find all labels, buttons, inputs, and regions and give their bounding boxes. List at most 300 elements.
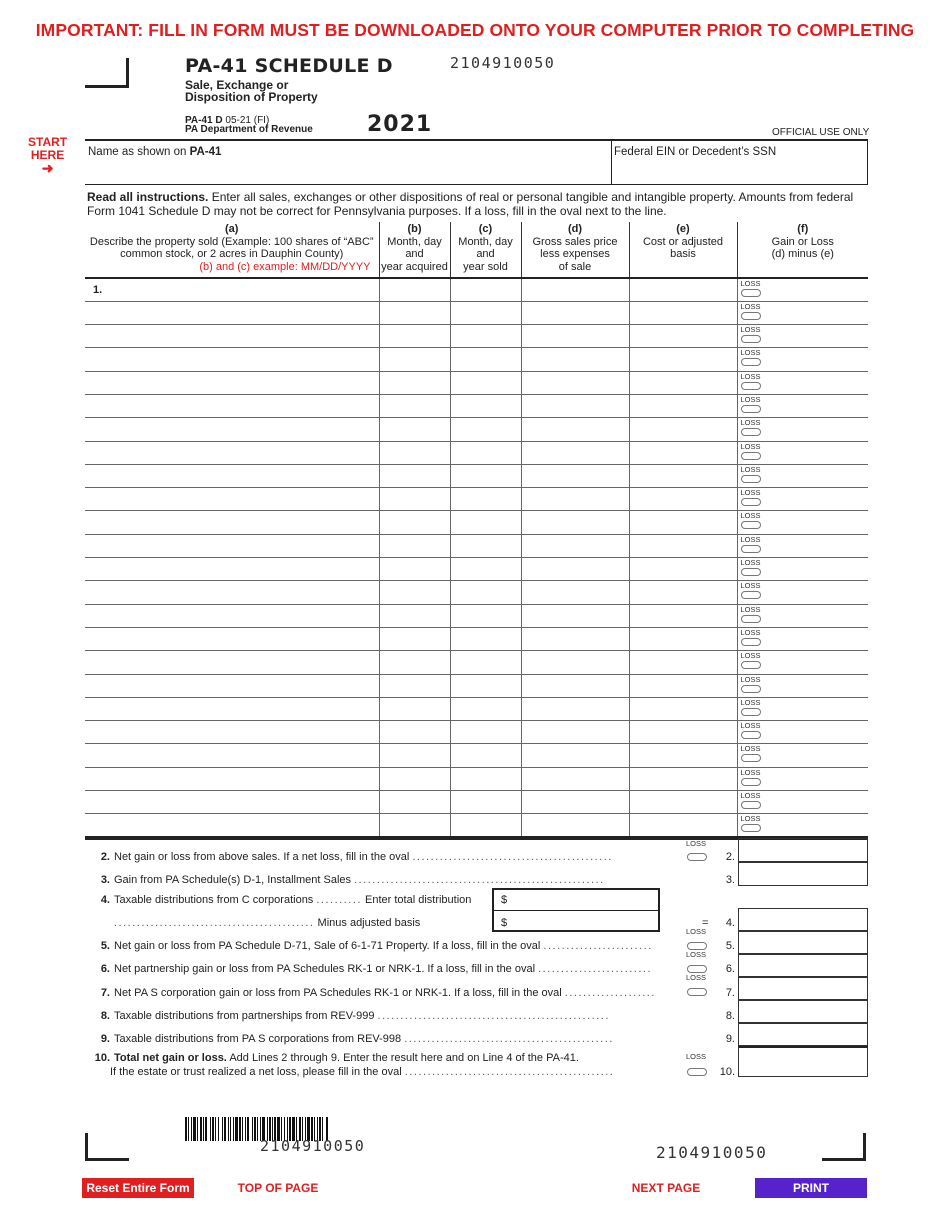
col-b-header: (b) Month, day and year acquired	[379, 222, 450, 278]
cost-basis-cell[interactable]	[629, 651, 737, 674]
row-loss-indicator	[741, 815, 761, 832]
row-loss-oval[interactable]	[741, 335, 761, 343]
date-acquired-cell[interactable]	[379, 325, 450, 348]
description-cell[interactable]	[85, 278, 379, 301]
cost-basis-cell[interactable]	[629, 791, 737, 814]
date-sold-cell[interactable]	[450, 534, 521, 557]
date-acquired-cell[interactable]	[379, 744, 450, 767]
date-sold-cell[interactable]	[450, 814, 521, 837]
description-cell[interactable]	[85, 464, 379, 487]
date-acquired-cell[interactable]	[379, 464, 450, 487]
barcode-bar	[222, 1117, 223, 1141]
date-acquired-cell[interactable]	[379, 814, 450, 837]
line-2-amount[interactable]	[738, 838, 868, 862]
row-loss-oval[interactable]	[741, 545, 761, 553]
description-cell[interactable]	[85, 674, 379, 697]
line-7-amount[interactable]	[738, 977, 868, 1000]
barcode-bar	[245, 1117, 246, 1141]
row-loss-label: LOSS	[740, 441, 761, 451]
barcode-bar	[230, 1117, 231, 1141]
official-use-rule	[612, 139, 868, 141]
date-acquired-cell[interactable]	[379, 627, 450, 650]
gain-loss-cell[interactable]	[737, 394, 868, 417]
line-4-equals: =	[702, 917, 709, 929]
row-loss-oval[interactable]	[741, 708, 761, 716]
row-loss-indicator	[741, 419, 761, 436]
line-6: 6. Net partnership gain or loss from PA Schedules RK-1 or NRK-1. If a loss, fill in the oval .........................	[100, 963, 653, 975]
table-row	[85, 488, 868, 511]
gross-sales-cell[interactable]	[521, 394, 629, 417]
description-cell[interactable]	[85, 441, 379, 464]
barcode-bar	[188, 1117, 189, 1141]
name-field[interactable]: Name as shown on PA-41	[88, 146, 222, 158]
line-10-amount[interactable]	[738, 1046, 868, 1077]
date-acquired-cell[interactable]	[379, 418, 450, 441]
row-loss-label: LOSS	[740, 371, 761, 381]
table-row	[85, 721, 868, 744]
barcode-bar	[235, 1117, 238, 1141]
description-cell[interactable]	[85, 581, 379, 604]
row-loss-oval[interactable]	[741, 824, 761, 832]
row-loss-oval[interactable]	[741, 498, 761, 506]
cost-basis-cell[interactable]	[629, 814, 737, 837]
gross-sales-cell[interactable]	[521, 278, 629, 301]
date-sold-cell[interactable]	[450, 604, 521, 627]
row-loss-label: LOSS	[740, 581, 761, 591]
row-loss-oval[interactable]	[741, 289, 761, 297]
description-cell[interactable]	[85, 814, 379, 837]
row-loss-indicator	[741, 582, 761, 599]
description-cell[interactable]	[85, 791, 379, 814]
total-distribution-input[interactable]: $	[501, 894, 508, 906]
row-loss-oval[interactable]	[741, 521, 761, 529]
date-acquired-cell[interactable]	[379, 651, 450, 674]
date-acquired-cell[interactable]	[379, 581, 450, 604]
cost-basis-cell[interactable]	[629, 464, 737, 487]
barcode-bar	[228, 1117, 229, 1141]
ein-field[interactable]: Federal EIN or Decedent’s SSN	[614, 146, 777, 158]
gain-loss-cell[interactable]	[737, 558, 868, 581]
cost-basis-cell[interactable]	[629, 581, 737, 604]
description-cell[interactable]	[85, 558, 379, 581]
table-row	[85, 791, 868, 814]
gross-sales-cell[interactable]	[521, 488, 629, 511]
gross-sales-cell[interactable]	[521, 674, 629, 697]
description-cell[interactable]	[85, 511, 379, 534]
row-loss-oval[interactable]	[741, 661, 761, 669]
cost-basis-cell[interactable]	[629, 721, 737, 744]
row-loss-oval[interactable]	[741, 801, 761, 809]
row-loss-indicator	[741, 769, 761, 786]
date-sold-cell[interactable]	[450, 651, 521, 674]
table-row	[85, 767, 868, 790]
date-acquired-cell[interactable]	[379, 488, 450, 511]
line-10: 10. Total net gain or loss. Add Lines 2 through 9. Enter the result here and on Line 4 of the PA-41.	[94, 1052, 579, 1064]
row-loss-indicator	[741, 745, 761, 762]
row-loss-oval[interactable]	[741, 358, 761, 366]
line-8-amount[interactable]	[738, 1000, 868, 1023]
date-sold-cell[interactable]	[450, 488, 521, 511]
line-7-loss-oval[interactable]	[687, 988, 707, 996]
gain-loss-cell[interactable]	[737, 488, 868, 511]
gross-sales-cell[interactable]	[521, 371, 629, 394]
row-loss-label: LOSS	[740, 651, 761, 661]
line-4-minus: ............................................ Minus adjusted basis	[114, 917, 421, 929]
line-8-ref: 8.	[725, 1010, 735, 1022]
description-cell[interactable]	[85, 301, 379, 324]
row-loss-label: LOSS	[740, 301, 761, 311]
gross-sales-cell[interactable]	[521, 814, 629, 837]
row-loss-indicator	[741, 326, 761, 343]
description-cell[interactable]	[85, 721, 379, 744]
line-5-amount[interactable]	[738, 931, 868, 954]
date-sold-cell[interactable]	[450, 278, 521, 301]
table-row	[85, 697, 868, 720]
description-cell[interactable]	[85, 627, 379, 650]
row-loss-oval[interactable]	[741, 382, 761, 390]
row-loss-indicator	[741, 280, 761, 297]
gross-sales-cell[interactable]	[521, 511, 629, 534]
description-cell[interactable]	[85, 651, 379, 674]
cost-basis-cell[interactable]	[629, 301, 737, 324]
gross-sales-cell[interactable]	[521, 697, 629, 720]
line-9-amount[interactable]	[738, 1023, 868, 1046]
date-sold-cell[interactable]	[450, 767, 521, 790]
description-cell[interactable]	[85, 418, 379, 441]
table-row	[85, 371, 868, 394]
line-5-loss-label: LOSS	[686, 927, 707, 936]
description-cell[interactable]	[85, 534, 379, 557]
table-row	[85, 418, 868, 441]
cost-basis-cell[interactable]	[629, 744, 737, 767]
row-loss-label: LOSS	[740, 464, 761, 474]
gross-sales-cell[interactable]	[521, 791, 629, 814]
line-6-loss-label: LOSS	[686, 950, 707, 959]
description-cell[interactable]	[85, 348, 379, 371]
date-acquired-cell[interactable]	[379, 511, 450, 534]
row-loss-oval[interactable]	[741, 591, 761, 599]
barcode-bar	[200, 1117, 202, 1141]
start-here-marker: START HERE ➜	[28, 135, 68, 176]
row-loss-oval[interactable]	[741, 685, 761, 693]
table-row	[85, 558, 868, 581]
description-cell[interactable]	[85, 604, 379, 627]
date-acquired-cell[interactable]	[379, 441, 450, 464]
row-loss-indicator	[741, 443, 761, 460]
row-loss-label: LOSS	[740, 558, 761, 568]
row-loss-oval[interactable]	[741, 405, 761, 413]
row-loss-indicator	[741, 466, 761, 483]
barcode-bar	[233, 1117, 234, 1141]
cost-basis-cell[interactable]	[629, 697, 737, 720]
description-cell[interactable]	[85, 744, 379, 767]
date-acquired-cell[interactable]	[379, 604, 450, 627]
date-sold-cell[interactable]	[450, 348, 521, 371]
row-loss-indicator	[741, 349, 761, 366]
description-cell[interactable]	[85, 697, 379, 720]
row-loss-indicator	[741, 699, 761, 716]
gross-sales-cell[interactable]	[521, 464, 629, 487]
date-sold-cell[interactable]	[450, 697, 521, 720]
row-loss-indicator	[741, 792, 761, 809]
row-loss-indicator	[741, 303, 761, 320]
gain-loss-cell[interactable]	[737, 697, 868, 720]
date-sold-cell[interactable]	[450, 441, 521, 464]
line-2: 2. Net gain or loss from above sales. If a net loss, fill in the oval ............................................	[100, 851, 613, 863]
form-barcode-number: 2104910050	[450, 54, 556, 72]
row-loss-label: LOSS	[740, 604, 761, 614]
row-loss-indicator	[741, 396, 761, 413]
date-acquired-cell[interactable]	[379, 534, 450, 557]
form-subtitle: Sale, Exchange or Disposition of Property	[185, 78, 318, 104]
table-row	[85, 301, 868, 324]
line-5-loss-oval[interactable]	[687, 942, 707, 950]
row-loss-label: LOSS	[740, 721, 761, 731]
row-loss-indicator	[741, 722, 761, 739]
gain-loss-cell[interactable]	[737, 441, 868, 464]
gross-sales-cell[interactable]	[521, 721, 629, 744]
date-sold-cell[interactable]	[450, 791, 521, 814]
arrow-right-icon: ➜	[41, 160, 54, 176]
row-loss-oval[interactable]	[741, 428, 761, 436]
gain-loss-cell[interactable]	[737, 814, 868, 837]
cost-basis-cell[interactable]	[629, 558, 737, 581]
line-10-ref: 10.	[719, 1066, 735, 1078]
description-cell[interactable]	[85, 767, 379, 790]
line-7-loss-label: LOSS	[686, 973, 707, 982]
row-loss-label: LOSS	[740, 534, 761, 544]
barcode-bar	[205, 1117, 207, 1141]
line-3-amount[interactable]	[738, 862, 868, 886]
gain-loss-cell[interactable]	[737, 674, 868, 697]
gain-loss-cell[interactable]	[737, 791, 868, 814]
cost-basis-cell[interactable]	[629, 511, 737, 534]
row-loss-oval[interactable]	[741, 568, 761, 576]
gain-loss-cell[interactable]	[737, 418, 868, 441]
corner-mark-bottom-left	[85, 1133, 129, 1161]
gross-sales-cell[interactable]	[521, 534, 629, 557]
table-row	[85, 744, 868, 767]
date-sold-cell[interactable]	[450, 558, 521, 581]
cost-basis-cell[interactable]	[629, 394, 737, 417]
col-d-header: (d) Gross sales price less expenses of sale	[521, 222, 629, 278]
next-page-link[interactable]: NEXT PAGE	[631, 1181, 701, 1195]
date-acquired-cell[interactable]	[379, 301, 450, 324]
gain-loss-cell[interactable]	[737, 767, 868, 790]
gain-loss-cell[interactable]	[737, 278, 868, 301]
line-7: 7. Net PA S corporation gain or loss from PA Schedules RK-1 or NRK-1. If a loss, fill in the oval ....................	[100, 987, 656, 999]
date-sold-cell[interactable]	[450, 371, 521, 394]
cost-basis-cell[interactable]	[629, 488, 737, 511]
date-acquired-cell[interactable]	[379, 697, 450, 720]
row-loss-indicator	[741, 512, 761, 529]
date-acquired-cell[interactable]	[379, 348, 450, 371]
gross-sales-cell[interactable]	[521, 418, 629, 441]
cost-basis-cell[interactable]	[629, 441, 737, 464]
date-sold-cell[interactable]	[450, 511, 521, 534]
row-loss-oval[interactable]	[741, 615, 761, 623]
cost-basis-cell[interactable]	[629, 604, 737, 627]
line-6-loss-oval[interactable]	[687, 965, 707, 973]
gain-loss-cell[interactable]	[737, 744, 868, 767]
name-box-bottom	[85, 184, 868, 185]
barcode-bar	[218, 1117, 219, 1141]
gross-sales-cell[interactable]	[521, 627, 629, 650]
footer-form-number: 2104910050	[656, 1143, 768, 1162]
gain-loss-cell[interactable]	[737, 534, 868, 557]
date-acquired-cell[interactable]	[379, 278, 450, 301]
date-sold-cell[interactable]	[450, 627, 521, 650]
cost-basis-cell[interactable]	[629, 278, 737, 301]
gross-sales-cell[interactable]	[521, 348, 629, 371]
barcode-bar	[247, 1117, 249, 1141]
date-acquired-cell[interactable]	[379, 767, 450, 790]
barcode-bar	[197, 1117, 198, 1141]
table-row	[85, 651, 868, 674]
cost-basis-cell[interactable]	[629, 371, 737, 394]
row-loss-indicator	[741, 373, 761, 390]
table-row	[85, 814, 868, 837]
reset-form-button[interactable]: Reset Entire Form	[82, 1178, 194, 1198]
cost-basis-cell[interactable]	[629, 627, 737, 650]
date-sold-cell[interactable]	[450, 394, 521, 417]
download-warning-banner: IMPORTANT: FILL IN FORM MUST BE DOWNLOADED ONTO YOUR COMPUTER PRIOR TO COMPLETING	[35, 20, 915, 40]
table-row	[85, 441, 868, 464]
line-8: 8. Taxable distributions from partnerships from REV-999 ...................................................	[100, 1010, 610, 1022]
date-acquired-cell[interactable]	[379, 721, 450, 744]
col-f-header: (f) Gain or Loss (d) minus (e)	[737, 222, 868, 278]
form-title: PA-41 SCHEDULE D	[185, 55, 393, 77]
line-2-loss-oval[interactable]	[687, 853, 707, 861]
barcode-bar	[257, 1117, 258, 1141]
gross-sales-cell[interactable]	[521, 767, 629, 790]
row-loss-indicator	[741, 629, 761, 646]
row-loss-oval[interactable]	[741, 638, 761, 646]
table-row	[85, 581, 868, 604]
row-loss-indicator	[741, 559, 761, 576]
gross-sales-cell[interactable]	[521, 744, 629, 767]
date-sold-cell[interactable]	[450, 301, 521, 324]
date-acquired-cell[interactable]	[379, 394, 450, 417]
gain-loss-cell[interactable]	[737, 721, 868, 744]
barcode-bar	[193, 1117, 196, 1141]
gain-loss-cell[interactable]	[737, 371, 868, 394]
adjusted-basis-input[interactable]: $	[501, 917, 508, 929]
gross-sales-cell[interactable]	[521, 325, 629, 348]
row-loss-oval[interactable]	[741, 452, 761, 460]
line-10-loss-oval[interactable]	[687, 1068, 707, 1076]
table-row	[85, 325, 868, 348]
top-of-page-link[interactable]: TOP OF PAGE	[237, 1181, 319, 1195]
gain-loss-cell[interactable]	[737, 511, 868, 534]
description-cell[interactable]	[85, 325, 379, 348]
gain-loss-cell[interactable]	[737, 348, 868, 371]
row-loss-oval[interactable]	[741, 475, 761, 483]
line-6-amount[interactable]	[738, 954, 868, 977]
col-a-header: (a) Describe the property sold (Example: 100 shares of “ABC” common stock, or 2 acres in Dauphin County) (b) and (c) example: MM/DD/YYYY	[85, 222, 379, 278]
table-row	[85, 278, 868, 301]
gross-sales-cell[interactable]	[521, 301, 629, 324]
row-loss-label: LOSS	[740, 697, 761, 707]
line-4-amount[interactable]	[738, 908, 868, 931]
barcode-bar	[224, 1117, 226, 1141]
description-cell[interactable]	[85, 488, 379, 511]
gross-sales-cell[interactable]	[521, 441, 629, 464]
gain-loss-cell[interactable]	[737, 627, 868, 650]
date-acquired-cell[interactable]	[379, 558, 450, 581]
row-loss-oval[interactable]	[741, 778, 761, 786]
date-sold-cell[interactable]	[450, 418, 521, 441]
line-9: 9. Taxable distributions from PA S corporations from REV-998 ..............................................	[100, 1033, 614, 1045]
gross-sales-cell[interactable]	[521, 604, 629, 627]
gross-sales-cell[interactable]	[521, 651, 629, 674]
official-use-label: OFFICIAL USE ONLY	[772, 127, 870, 138]
gain-loss-cell[interactable]	[737, 464, 868, 487]
row-loss-indicator	[741, 606, 761, 623]
cost-basis-cell[interactable]	[629, 674, 737, 697]
gain-loss-cell[interactable]	[737, 301, 868, 324]
row-loss-oval[interactable]	[741, 731, 761, 739]
row-loss-label: LOSS	[740, 674, 761, 684]
description-cell[interactable]	[85, 394, 379, 417]
date-sold-cell[interactable]	[450, 674, 521, 697]
gain-loss-cell[interactable]	[737, 325, 868, 348]
cost-basis-cell[interactable]	[629, 534, 737, 557]
name-ein-divider	[611, 139, 612, 185]
barcode-bar	[210, 1117, 211, 1141]
description-cell[interactable]	[85, 371, 379, 394]
row-loss-label: LOSS	[740, 348, 761, 358]
date-acquired-cell[interactable]	[379, 674, 450, 697]
gain-loss-cell[interactable]	[737, 604, 868, 627]
date-sold-cell[interactable]	[450, 464, 521, 487]
date-sold-cell[interactable]	[450, 744, 521, 767]
line-3-ref: 3.	[725, 874, 735, 886]
row-loss-label: LOSS	[740, 418, 761, 428]
tax-year: 2021	[367, 112, 433, 137]
cost-basis-cell[interactable]	[629, 767, 737, 790]
cost-basis-cell[interactable]	[629, 348, 737, 371]
date-acquired-cell[interactable]	[379, 791, 450, 814]
line-2-loss-label: LOSS	[686, 839, 707, 848]
date-sold-cell[interactable]	[450, 721, 521, 744]
print-button[interactable]: PRINT	[755, 1178, 867, 1198]
gain-loss-cell[interactable]	[737, 651, 868, 674]
row-loss-oval[interactable]	[741, 312, 761, 320]
date-acquired-cell[interactable]	[379, 371, 450, 394]
barcode-bar	[212, 1117, 214, 1141]
footer-barcode-number: 2104910050	[260, 1137, 366, 1155]
form-id: PA-41 D 05-21 (FI) PA Department of Revenue	[185, 115, 313, 135]
cost-basis-cell[interactable]	[629, 325, 737, 348]
line-10-loss-label: LOSS	[686, 1052, 707, 1061]
table-row	[85, 534, 868, 557]
cost-basis-cell[interactable]	[629, 418, 737, 441]
date-sold-cell[interactable]	[450, 581, 521, 604]
gross-sales-cell[interactable]	[521, 558, 629, 581]
line-6-ref: 6.	[725, 963, 735, 975]
line-5: 5. Net gain or loss from PA Schedule D-71, Sale of 6-1-71 Property. If a loss, fill in the oval ........................	[100, 940, 653, 952]
row-loss-label: LOSS	[740, 279, 761, 288]
gain-loss-cell[interactable]	[737, 581, 868, 604]
barcode-bar	[185, 1117, 187, 1141]
date-sold-cell[interactable]	[450, 325, 521, 348]
table-row	[85, 674, 868, 697]
row-loss-label: LOSS	[740, 325, 761, 335]
gross-sales-cell[interactable]	[521, 581, 629, 604]
row-loss-oval[interactable]	[741, 754, 761, 762]
row-loss-label: LOSS	[740, 791, 761, 801]
